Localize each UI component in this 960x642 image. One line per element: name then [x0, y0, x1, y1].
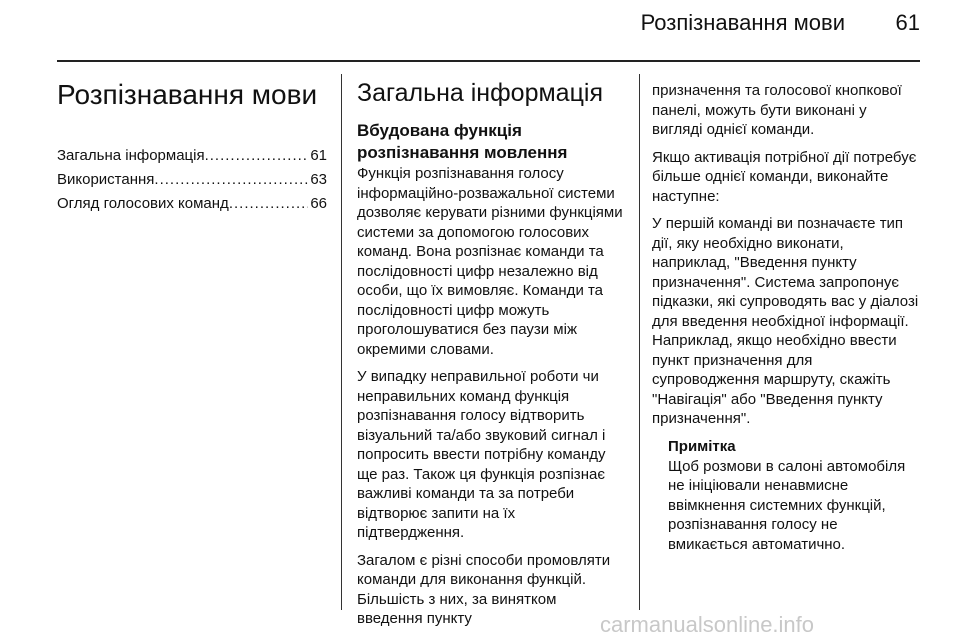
section-title: Загальна інформація — [357, 79, 603, 107]
body-paragraph: Загалом є різні способи промовляти команди для виконання функцій. Більшість з них, за винятком введення пункту — [357, 551, 611, 627]
body-paragraph: У випадку неправильної роботи чи неправильних команд функція розпізнавання голосу відтворить візуальний та/або звуковий сигнал і попросить ввести потрібну команду ще раз. Також ця функція розпізнає важливі команди та за потреби відтворює запити на їх підтвердження. — [357, 368, 606, 541]
chapter-title: Розпізнавання мови — [57, 79, 318, 110]
toc-label: Використання — [57, 171, 155, 188]
note-text: Щоб розмови в салоні автомобіля не ініціювали ненавмисне ввімкнення системних функцій, розпізнавання голосу не вмикається автоматично. — [668, 457, 906, 553]
column-divider-1 — [341, 74, 342, 610]
toc-label: Загальна інформація — [57, 147, 205, 164]
toc-leader — [154, 168, 308, 192]
toc-label: Огляд голосових команд — [57, 195, 229, 212]
middle-column — [357, 62, 623, 637]
toc-entry[interactable] — [57, 192, 327, 216]
column-divider-2 — [639, 74, 640, 610]
page-number: 61 — [895, 10, 920, 35]
body-paragraph: призначення та голосової кнопкової панелі, можуть бути виконані у вигляді однієї команди. — [652, 82, 902, 138]
watermark: carmanualsonline.info — [600, 612, 815, 637]
note-title: Примітка — [668, 437, 736, 455]
body-paragraph: Функція розпізнавання голосу інформаційно-розважальної системи дозволяє керувати різними функціями системи за допомогою голосових команд. Вона розпізнає команди та послідовності цифр незалежно від особи, що їх вимовляє. Команди та послідовності цифр можуть проголошуватися без паузи між окремими словами. — [357, 165, 623, 358]
toc-page: 66 — [310, 195, 327, 212]
left-column — [57, 62, 327, 216]
note-box — [668, 437, 920, 555]
subsection-title: Вбудована функція розпізнавання мовлення — [357, 121, 568, 162]
toc-entry[interactable] — [57, 168, 327, 192]
toc-leader — [205, 144, 309, 168]
right-column — [652, 62, 920, 554]
body-paragraph: У першій команді ви позначаєте тип дії, яку необхідно виконати, наприклад, "Введення пункту призначення". Система запропонує підказки, які супроводять вас у діалозі для введення необхідної інформації. Наприклад, якщо необхідно ввести пункт призначення для супроводження маршруту, скажіть "Навігація" або "Введення пункту призначення". — [652, 215, 919, 427]
table-of-contents — [57, 144, 327, 216]
toc-entry[interactable] — [57, 144, 327, 168]
toc-leader — [229, 192, 309, 216]
toc-page: 61 — [310, 147, 327, 164]
running-header-title: Розпізнавання мови — [640, 10, 845, 35]
toc-page: 63 — [310, 171, 327, 188]
body-paragraph: Якщо активація потрібної дії потребує більше однієї команди, виконайте наступне: — [652, 148, 917, 205]
